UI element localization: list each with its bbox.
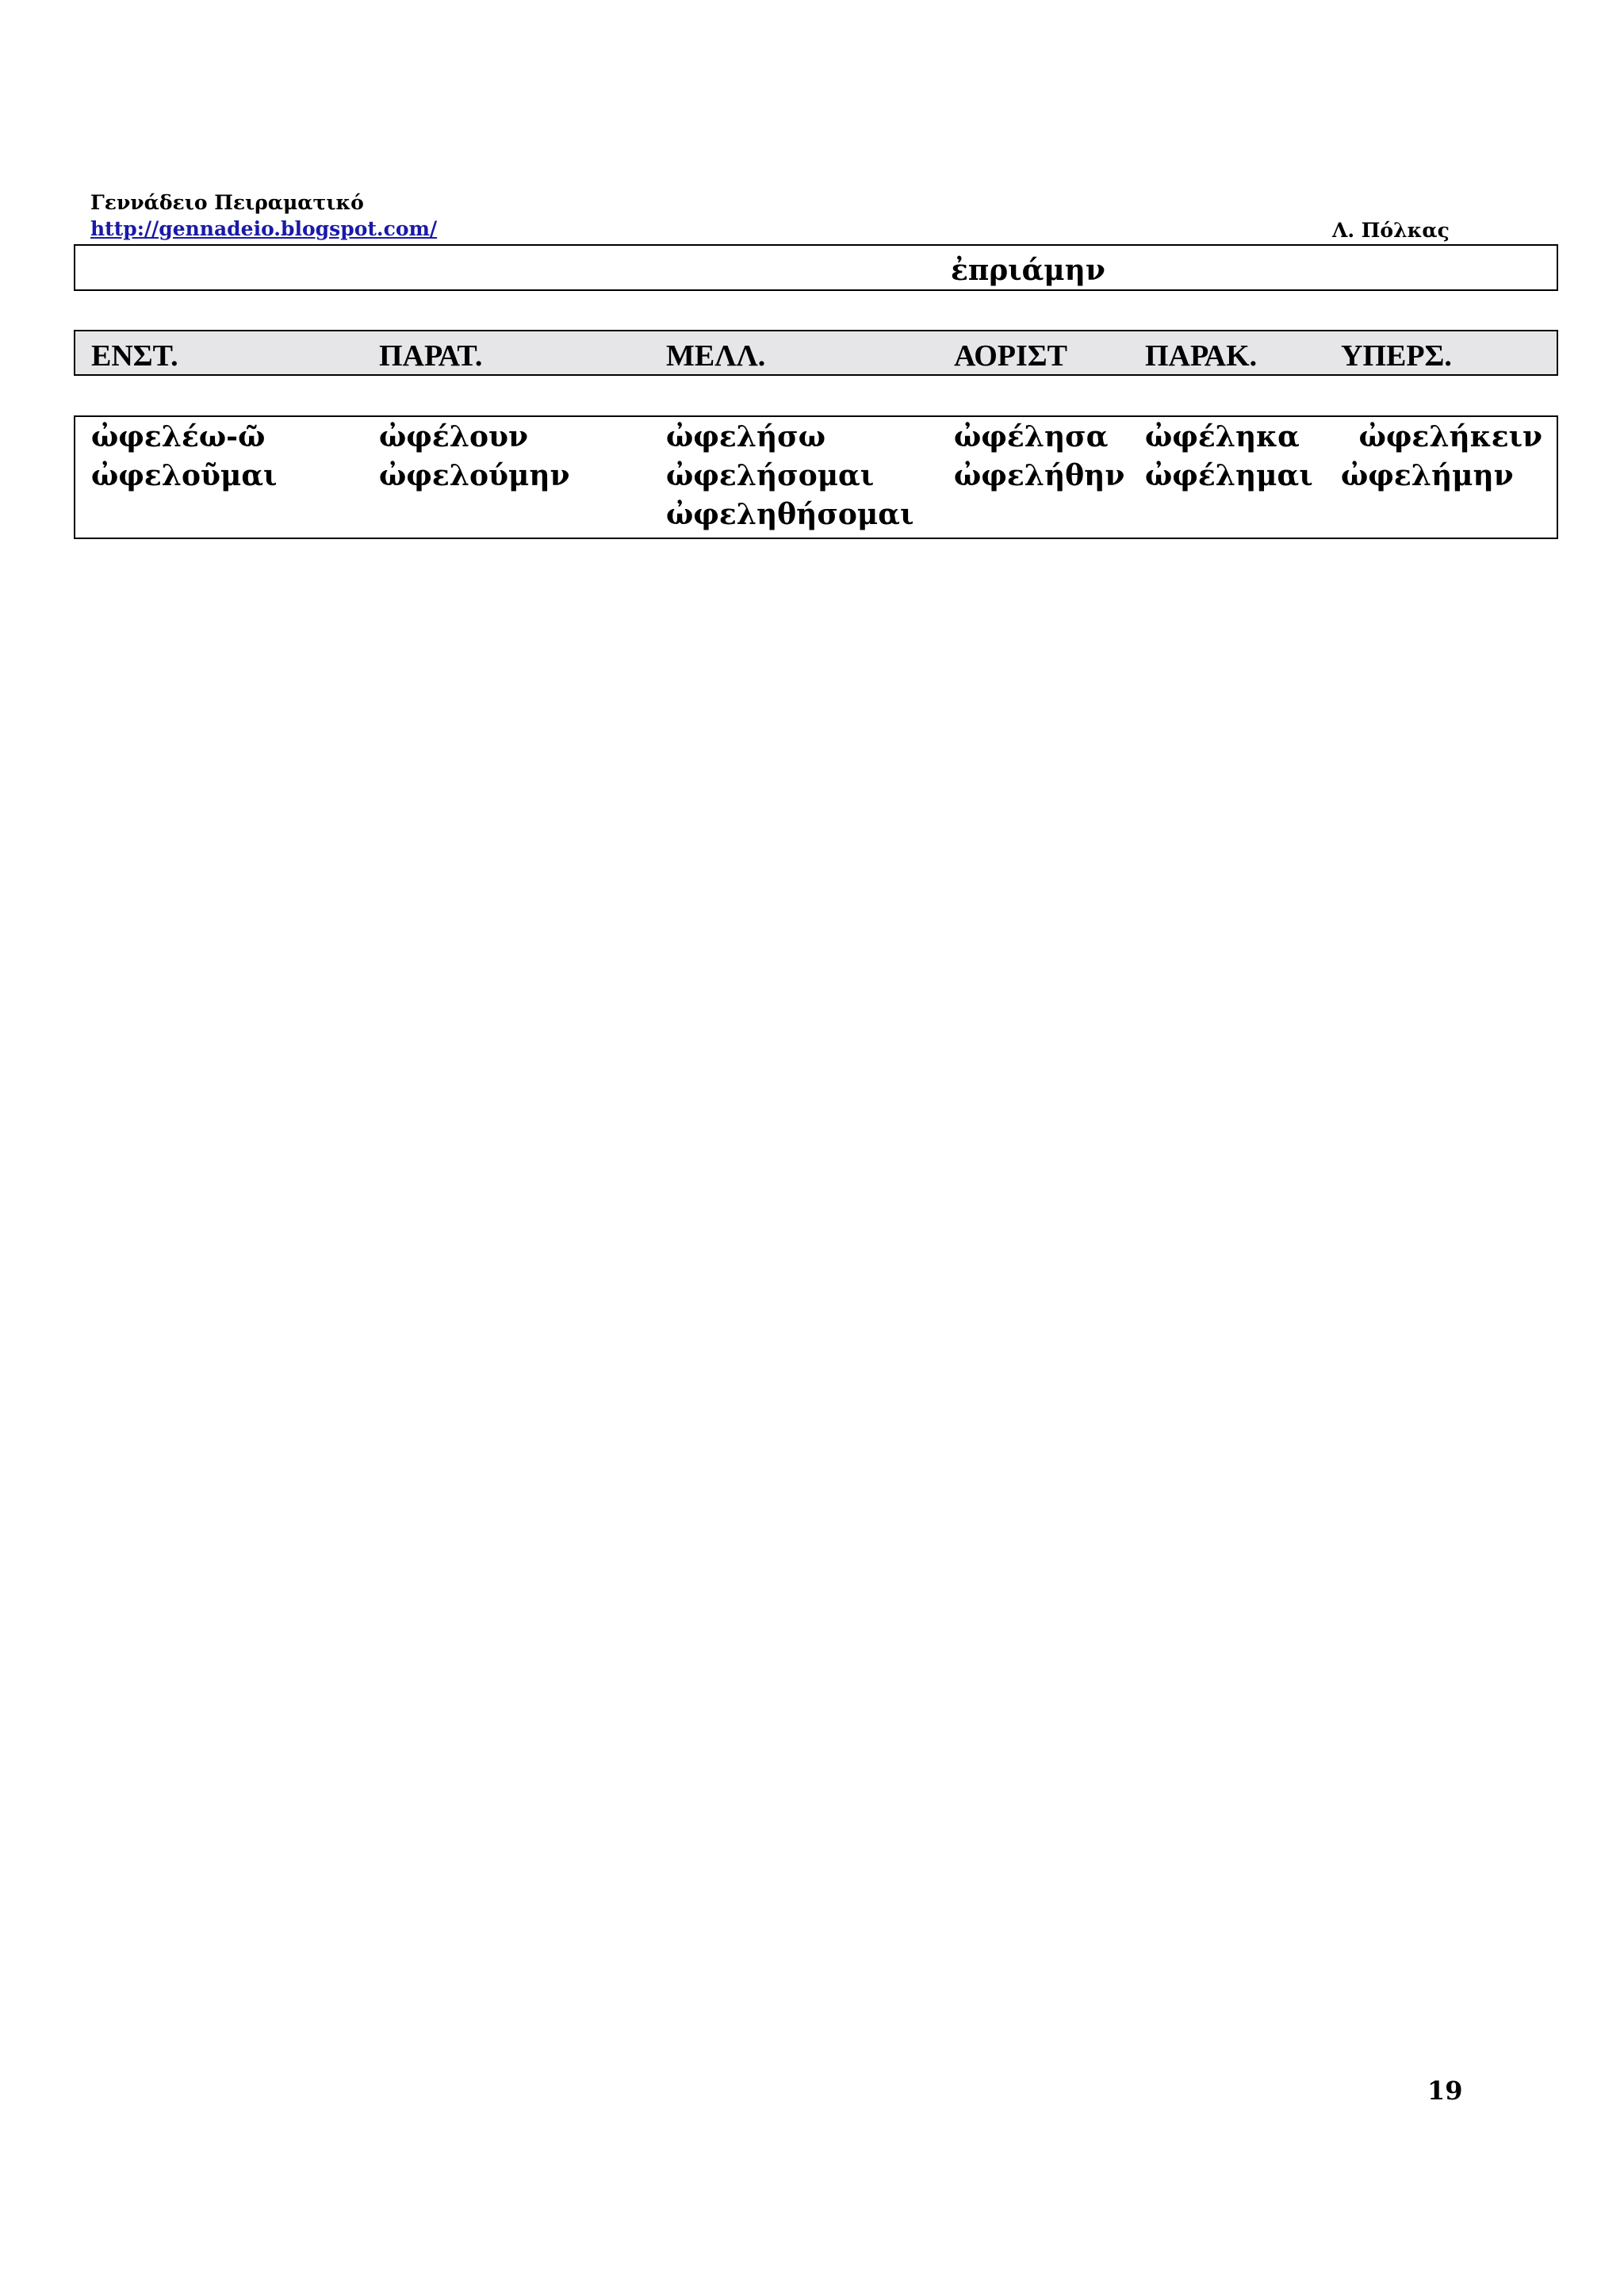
form-enestotas-active: ὠφελέω-ῶ	[91, 420, 266, 453]
form-paratatikos-passive: ὠφελούμην	[379, 459, 570, 492]
form-ypersyntelikos-active: ὠφελήκειν	[1358, 420, 1542, 453]
form-parakeimenos-passive: ὠφέλημαι	[1145, 459, 1313, 492]
header-mellontas: ΜΕΛΛ.	[666, 339, 766, 373]
page-number: 19	[1427, 2076, 1463, 2106]
form-aoristos-passive: ὠφελήθην	[954, 459, 1125, 492]
form-mellontas-active: ὠφελήσω	[666, 420, 825, 453]
tense-header-row	[74, 330, 1558, 376]
form-mellontas-middle: ὠφελήσομαι	[666, 459, 875, 492]
header-paratatikos: ΠΑΡΑΤ.	[379, 339, 483, 373]
form-aoristos-active: ὠφέλησα	[954, 420, 1109, 453]
header-blog-link[interactable]: http://gennadeio.blogspot.com/	[90, 217, 438, 240]
verb-forms-table	[74, 415, 1558, 539]
form-parakeimenos-active: ὠφέληκα	[1145, 420, 1300, 453]
header-parakeimenos: ΠΑΡΑΚ.	[1145, 339, 1258, 373]
header-aoristos: ΑΟΡΙΣΤ	[954, 339, 1067, 373]
header-school-name: Γεννάδειο Πειραματικό	[90, 191, 364, 214]
header-ypersyntelikos: ΥΠΕΡΣ.	[1341, 339, 1452, 373]
title-verb-box	[74, 244, 1558, 291]
form-ypersyntelikos-passive: ὠφελήμην	[1341, 459, 1514, 492]
form-mellontas-passive: ὠφεληθήσομαι	[666, 498, 914, 531]
form-enestotas-passive: ὠφελοῦμαι	[91, 459, 278, 492]
form-paratatikos-active: ὠφέλουν	[379, 420, 528, 453]
title-verb-form: ἐπριάμην	[951, 254, 1105, 287]
header-author-name: Λ. Πόλκας	[1332, 219, 1450, 242]
header-enestotas: ΕΝΣΤ.	[91, 339, 178, 373]
